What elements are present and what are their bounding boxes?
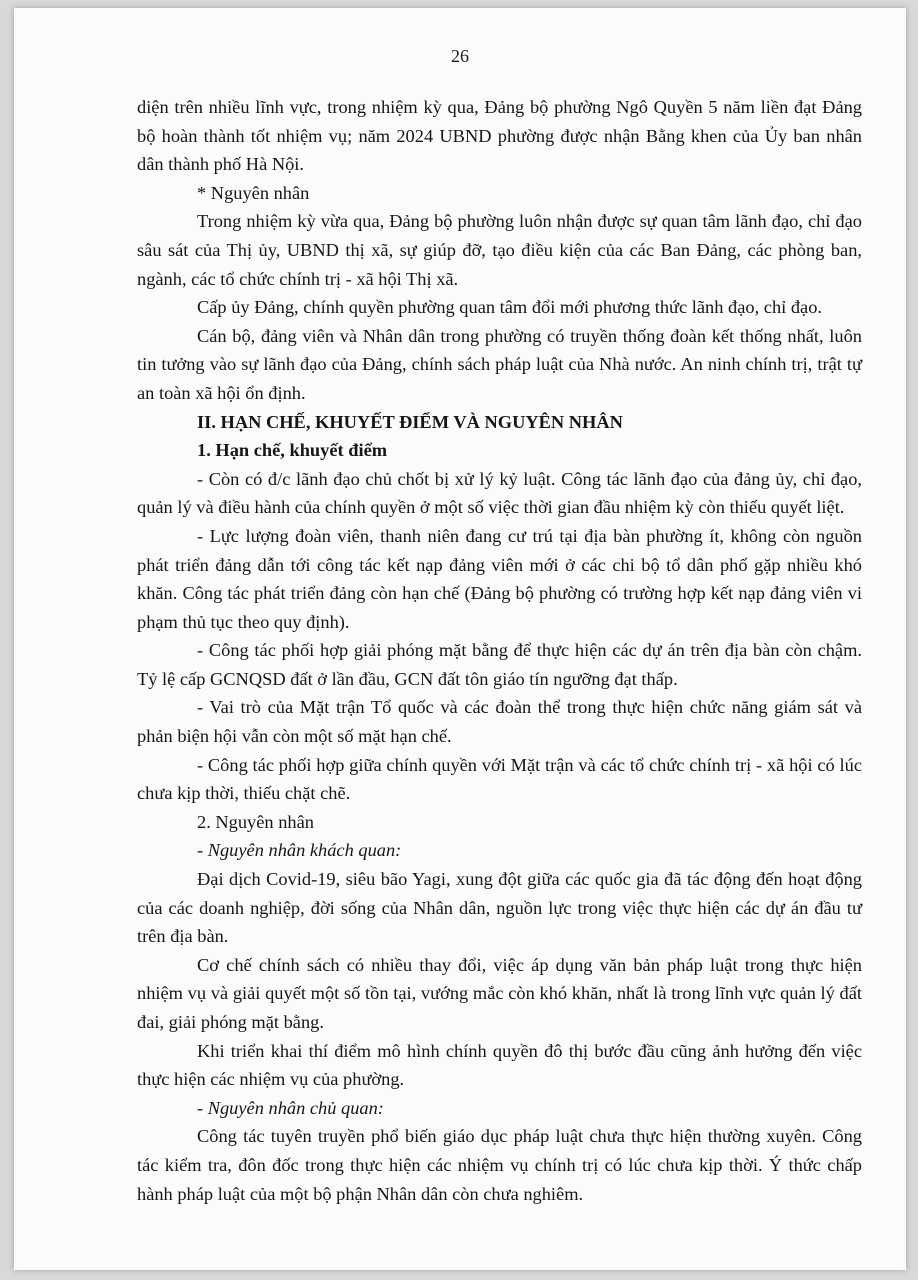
subsection-heading: 2. Nguyên nhân [197, 811, 314, 832]
paragraph-continuation: diện trên nhiều lĩnh vực, trong nhiệm kỳ qua, Đảng bộ phường Ngô Quyền 5 năm liền đạt Đảng bộ hoàn thành tốt nhiệm vụ; năm 2024 UBND phường được nhận Bằng khen của Ủy ban nhân dân thành phố Hà Nội. [137, 97, 862, 175]
list-item: - Lực lượng đoàn viên, thanh niên đang cư trú tại địa bàn phường ít, không còn nguồn phát triển đảng dẫn tới công tác kết nạp đảng viên mới ở các chi bộ tổ dân phố gặp nhiều khó khăn. Công tác phát triển đảng còn hạn chế (Đảng bộ phường có trường hợp kết nạp đảng viên vi phạm thủ tục theo quy định). [137, 525, 862, 632]
paragraph: Cán bộ, đảng viên và Nhân dân trong phường có truyền thống đoàn kết thống nhất, luôn tin tưởng vào sự lãnh đạo của Đảng, chính sách pháp luật của Nhà nước. An ninh chính trị, trật tự an toàn xã hội ổn định. [137, 325, 862, 403]
document-body [137, 93, 862, 1208]
section-heading: II. HẠN CHẾ, KHUYẾT ĐIỂM VÀ NGUYÊN NHÂN [197, 411, 623, 432]
list-item: - Còn có đ/c lãnh đạo chủ chốt bị xử lý kỷ luật. Công tác lãnh đạo của đảng ủy, chỉ đạo, quản lý và điều hành của chính quyền ở một số việc thời gian đầu nhiệm kỳ còn thiếu quyết liệt. [137, 468, 862, 518]
document-page [14, 8, 906, 1270]
paragraph: Cấp ủy Đảng, chính quyền phường quan tâm đổi mới phương thức lãnh đạo, chỉ đạo. [197, 297, 822, 318]
cause-heading: * Nguyên nhân [197, 182, 310, 203]
list-item: - Công tác phối hợp giữa chính quyền với Mặt trận và các tổ chức chính trị - xã hội có lúc chưa kịp thời, thiếu chặt chẽ. [137, 754, 862, 804]
list-item: - Công tác phối hợp giải phóng mặt bằng để thực hiện các dự án trên địa bàn còn chậm. Tỷ lệ cấp GCNQSD đất ở lần đầu, GCN đất tôn giáo tín ngưỡng đạt thấp. [137, 640, 862, 689]
objective-cause-heading: - Nguyên nhân khách quan: [197, 840, 402, 861]
list-item: - Vai trò của Mặt trận Tổ quốc và các đoàn thể trong thực hiện chức năng giám sát và phản biện hội vẫn còn một số mặt hạn chế. [137, 697, 862, 747]
paragraph: Trong nhiệm kỳ vừa qua, Đảng bộ phường luôn nhận được sự quan tâm lãnh đạo, chỉ đạo sâu sát của Thị ủy, UBND thị xã, sự giúp đỡ, tạo điều kiện của các Ban Đảng, các phòng ban, ngành, các tổ chức chính trị - xã hội Thị xã. [137, 211, 862, 289]
subjective-cause-heading: - Nguyên nhân chủ quan: [197, 1097, 384, 1118]
page-number: 26 [451, 46, 469, 66]
paragraph: Đại dịch Covid-19, siêu bão Yagi, xung đột giữa các quốc gia đã tác động đến hoạt động của các doanh nghiệp, đời sống của Nhân dân, nguồn lực trong việc thực hiện các dự án đầu tư trên địa bàn. [137, 869, 862, 947]
subsection-heading: 1. Hạn chế, khuyết điểm [197, 440, 388, 461]
paragraph: Công tác tuyên truyền phổ biến giáo dục pháp luật chưa thực hiện thường xuyên. Công tác kiểm tra, đôn đốc trong thực hiện các nhiệm vụ chính trị có lúc chưa kịp thời. Ý thức chấp hành pháp luật của một bộ phận Nhân dân còn chưa nghiêm. [137, 1126, 862, 1204]
paragraph: Cơ chế chính sách có nhiều thay đổi, việc áp dụng văn bản pháp luật trong thực hiện nhiệm vụ và giải quyết một số tồn tại, vướng mắc còn khó khăn, nhất là trong lĩnh vực quản lý đất đai, giải phóng mặt bằng. [137, 954, 862, 1032]
paragraph: Khi triển khai thí điểm mô hình chính quyền đô thị bước đầu cũng ảnh hưởng đến việc thực hiện các nhiệm vụ của phường. [137, 1040, 862, 1090]
